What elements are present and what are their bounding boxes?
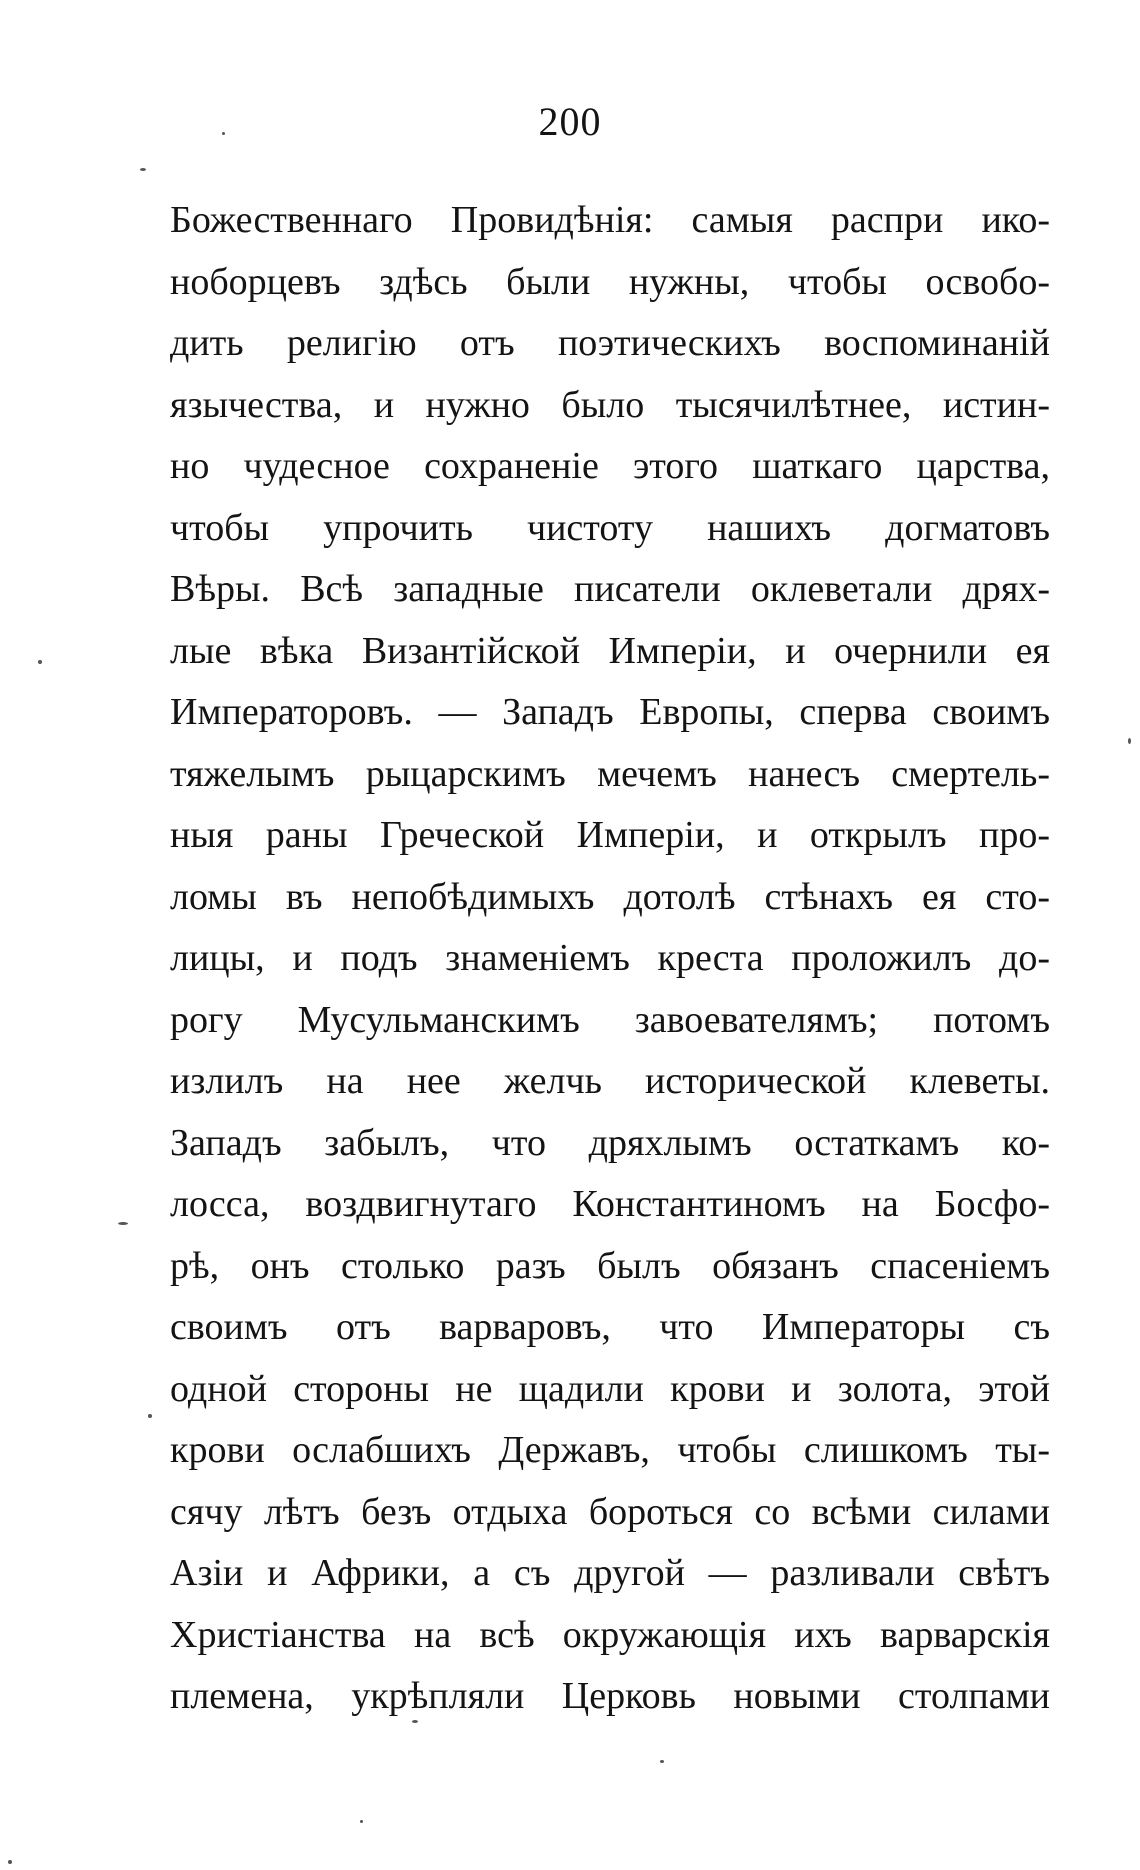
scan-speck (118, 1222, 128, 1225)
text-line: Императоровъ. — Западъ Европы, сперва своимъ (170, 691, 1050, 733)
text-line: чтобы упрочить чистоту нашихъ догматовъ (170, 506, 1050, 549)
text-line: сячу лѣтъ безъ отдыха бороться со всѣми силами (170, 1490, 1050, 1533)
text-line: одной стороны не щадили крови и золота, этой (170, 1367, 1050, 1410)
text-line: лосса, воздвигнутаго Константиномъ на Босфо- (170, 1183, 1050, 1225)
text-line: излилъ на нее желчь исторической клеветы. (170, 1060, 1050, 1102)
text-line: Вѣры. Всѣ западные писатели оклеветали дрях- (170, 568, 1050, 610)
text-line: ныя раны Греческой Имперіи, и открылъ про- (170, 814, 1050, 856)
scan-speck (360, 1820, 363, 1823)
scan-speck (140, 168, 146, 171)
text-line: ноборцевъ здѣсь были нужны, чтобы освобо- (170, 260, 1050, 303)
text-line: ломы въ непобѣдимыхъ дотолѣ стѣнахъ ея сто- (170, 875, 1050, 918)
text-line: Азіи и Африки, а съ другой — разливали свѣтъ (170, 1552, 1050, 1594)
text-line: рогу Мусульманскимъ завоевателямъ; потомъ (170, 998, 1050, 1041)
text-line: но чудесное сохраненіе этого шаткаго царства, (170, 445, 1050, 487)
text-line: Христіанства на всѣ окружающія ихъ варварскія (170, 1613, 1050, 1656)
scan-speck (222, 132, 225, 135)
body-text (170, 190, 1050, 1728)
scan-speck (1128, 738, 1131, 744)
text-line: Западъ забылъ, что дряхлымъ остаткамъ ко- (170, 1121, 1050, 1164)
scan-speck (8, 1860, 12, 1864)
scan-speck (148, 1414, 152, 1418)
text-line: язычества, и нужно было тысячилѣтнее, истин- (170, 383, 1050, 426)
text-line: Божественнаго Провидѣнія: самыя распри ико- (170, 199, 1050, 241)
text-line: лицы, и подъ знаменіемъ креста проложилъ до- (170, 937, 1050, 979)
page-number: 200 (538, 99, 602, 144)
text-line: тяжелымъ рыцарскимъ мечемъ нанесъ смертель- (170, 752, 1050, 795)
text-line: дить религію отъ поэтическихъ воспоминаній (170, 322, 1050, 364)
text-line: крови ослабшихъ Державъ, чтобы слишкомъ ты- (170, 1429, 1050, 1471)
scan-speck (412, 1720, 418, 1723)
text-line: лые вѣка Византійской Имперіи, и очернили ея (170, 629, 1050, 672)
scan-speck (660, 1760, 664, 1763)
scan-speck (38, 660, 42, 664)
text-line: племена, укрѣпляли Церковь новыми столпами (170, 1675, 1050, 1717)
text-line: рѣ, онъ столько разъ былъ обязанъ спасеніемъ (170, 1244, 1050, 1287)
text-line: своимъ отъ варваровъ, что Императоры съ (170, 1306, 1050, 1348)
